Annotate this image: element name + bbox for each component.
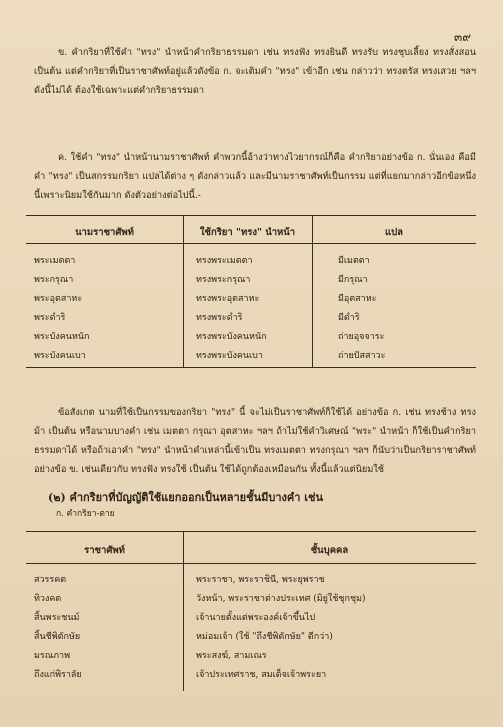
table1-cell: ทรงพระเมตตา <box>196 256 253 266</box>
table1-header-rule <box>26 243 476 244</box>
section-subheading: ก. คำกริยา-ตาย <box>56 509 115 519</box>
table2-cell: พระราชา, พระราชินี, พระยุพราช <box>196 575 325 585</box>
table1-cell: มีกรุณา <box>338 275 368 285</box>
table2-cell: หม่อมเจ้า (ใช้ "ถึงชีพิตักษัย" ดีกว่า) <box>196 632 333 642</box>
table1-cell: พระกรุณา <box>34 275 74 285</box>
table1-cell: ถ่ายปัสสาวะ <box>338 351 386 361</box>
page-number: ๓๙ <box>454 30 471 44</box>
table1-cell: พระบังคนหนัก <box>34 332 90 342</box>
table1-cell: ทรงพระกรุณา <box>196 275 251 285</box>
table1-cell: พระอุตสาหะ <box>34 294 83 304</box>
table1-cell: พระดำริ <box>34 313 66 323</box>
table1-header-meaning: แปล <box>385 227 403 238</box>
paragraph-kho: ข. คำกริยาที่ใช้คำ "ทรง" นำหน้าคำกริยาธรรมดา เช่น ทรงฟัง ทรงยินดี ทรงรับ ทรงชุบเลี้ยง ทรงสั่งสอน เป็นต้น แต่คำกริยาที่เป็นราชาศัพท์อยู่แล้วดังข้อ ก. จะเติมคำ "ทรง" เข้าอีก เช่น กล่าวว่า ทรงตรัส ทรงเสวย ฯลฯ ดังนี้ไม่ได้ ต้องใช้เฉพาะแต่คำกริยาธรรมดา <box>34 47 476 96</box>
table2-cell: สิ้นชีพิตักษัย <box>34 632 81 642</box>
table1-header-noun: นามราชาศัพท์ <box>75 227 134 238</box>
table2-cell: เจ้านายตั้งแต่พระองค์เจ้าขึ้นไป <box>196 613 316 623</box>
section-heading: (๒) คำกริยาที่บัญญัติใช้แยกออกเป็นหลายชั้นมีบางคำ เช่น <box>48 491 323 504</box>
table2-cell: สวรรคต <box>34 575 67 585</box>
table2-cell: ทิวงคต <box>34 594 62 604</box>
table1-cell: มีอุตสาหะ <box>338 294 377 304</box>
table1-bottom-rule <box>26 367 476 368</box>
table2-header-rank: ชั้นบุคคล <box>310 545 349 556</box>
table2-top-rule <box>26 531 476 532</box>
table1-cell: ทรงพระบังคนเบา <box>196 351 263 361</box>
table1-cell: มีดำริ <box>338 313 360 323</box>
table2-header-royal-word: ราชาศัพท์ <box>84 545 125 556</box>
table1-cell: พระเมตตา <box>34 256 76 266</box>
table1-cell: มีเมตตา <box>338 256 370 266</box>
table1-cell: ทรงพระบังคนหนัก <box>196 332 267 342</box>
table2-cell: พระสงฆ์, สามเณร <box>196 651 267 661</box>
table2-cell: สิ้นพระชนม์ <box>34 613 80 623</box>
table1-cell: ถ่ายอุจจาระ <box>338 332 385 342</box>
table1-cell: ทรงพระดำริ <box>196 313 243 323</box>
table2-cell: วังหน้า, พระราชาต่างประเทศ (มิยู่ใช้ชุกชุม) <box>196 594 366 604</box>
table2-header-rule <box>26 563 476 564</box>
table1-cell: ทรงพระอุตสาหะ <box>196 294 260 304</box>
table1-header-verb: ใช้กริยา "ทรง" นำหน้า <box>199 227 296 238</box>
paragraph-kho-kho: ค. ใช้คำ "ทรง" นำหน้านามราชาศัพท์ คำพวกนี้อ้างว่าทางไวยากรณ์ก็คือ คำกริยาอย่างข้อ ก. นั่นเอง คือมีคำ "ทรง" เป็นสกรรมกริยา แปลได้ต่าง ๆ ดังกล่าวแล้ว และมีนามราชาศัพท์เป็นกรรม แต่ที่แยกมากล่าวอีกข้อหนึ่งนี้เพราะนิยมใช้กันมาก ดังตัวอย่างต่อไปนี้.- <box>34 152 476 201</box>
table1-cell: พระบังคนเบา <box>34 351 86 361</box>
paragraph-observation: ข้อสังเกต นามที่ใช้เป็นกรรมของกริยา "ทรง" นี้ จะไม่เป็นราชาศัพท์ก็ใช้ได้ อย่างข้อ ก. เช่น ทรงช้าง ทรงม้า เป็นต้น หรือนามบางคำ เช่น เมตตา กรุณา อุตสาหะ ฯลฯ ถ้าไม่ใช้คำวิเศษณ์ "พระ" นำหน้า ก็ใช้เป็นคำกริยาธรรมดาได้ หรือถ้าเอาคำ "ทรง" นำหน้าคำเหล่านี้เข้าเป็น ทรงเมตตา ทรงกรุณา ฯลฯ ก็นับว่าเป็นกริยาราชาศัพท์อย่างข้อ ข. เช่นเดียวกับ ทรงฟัง ทรงใช้ เป็นต้น ใช้ได้ถูกต้องเหมือนกัน ทั้งนี้แล้วแต่นิยมใช้ <box>34 407 476 475</box>
table2-cell: เจ้าประเทศราช, สมเด็จเจ้าพระยา <box>196 670 327 680</box>
table2-cell: มรณภาพ <box>34 651 71 661</box>
table1-top-rule <box>26 215 476 216</box>
table2-cell: ถึงแก่พิราลัย <box>34 670 82 680</box>
